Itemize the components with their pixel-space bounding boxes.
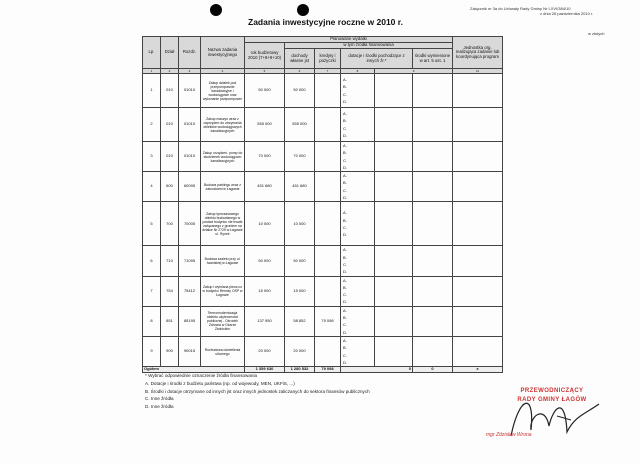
cell-jednostka bbox=[453, 276, 503, 306]
col-planowane: Planowane wydatki bbox=[245, 37, 453, 43]
cell-rozdz: 75412 bbox=[179, 276, 201, 306]
cell-source-letters bbox=[341, 306, 375, 336]
cell-srodki bbox=[413, 202, 453, 246]
source-letter: D. bbox=[343, 299, 347, 305]
source-letter: D. bbox=[343, 329, 347, 335]
source-letter: C. bbox=[343, 261, 347, 267]
cell-dotacje bbox=[375, 306, 413, 336]
cell-source-letters bbox=[341, 336, 375, 366]
stamp-line-1: PRZEWODNICZĄCY bbox=[520, 388, 584, 394]
footnote: C. Inne źródła bbox=[145, 396, 174, 402]
cell-kredyty bbox=[315, 246, 341, 276]
cell-dochody: 10 000 bbox=[285, 202, 315, 246]
table-row bbox=[143, 246, 503, 276]
cell-dochody: 58 852 bbox=[285, 306, 315, 336]
table-row bbox=[143, 276, 503, 306]
cell-lp: 7 bbox=[143, 276, 161, 306]
cell-lp: 6 bbox=[143, 246, 161, 276]
source-letter: B. bbox=[343, 345, 347, 351]
col-nazwa: Nazwa zadania inwestycyjnego bbox=[201, 37, 245, 69]
cell-rok: 50 000 bbox=[245, 74, 285, 108]
cell-kredyty bbox=[315, 108, 341, 142]
cell-dzial: 010 bbox=[161, 142, 179, 172]
column-number: 4 bbox=[201, 69, 245, 74]
cell-nazwa: Budowa szaletu przy ul. Iwaniskiej w Łagowie bbox=[201, 246, 245, 276]
total-label: Ogółem bbox=[143, 367, 245, 373]
cell-nazwa: Zakup i wymiana pieca co w budynku Remizy OSP w Łagowie bbox=[201, 276, 245, 306]
col-rozdz: Rozdz. bbox=[179, 37, 201, 69]
cell-dotacje bbox=[375, 74, 413, 108]
punch-hole bbox=[210, 4, 222, 16]
table-row bbox=[143, 202, 503, 246]
total-dochody: 1 280 532 bbox=[285, 367, 315, 373]
cell-nazwa: Zakup urządzeń- pomp do studzienek wodociągowo kanalizacyjnych bbox=[201, 142, 245, 172]
cell-source-letters bbox=[341, 202, 375, 246]
cell-lp: 9 bbox=[143, 336, 161, 366]
col-jednostka: Jednostka org. realizująca zadanie lub koordynująca program bbox=[453, 37, 503, 69]
column-number: 2 bbox=[161, 69, 179, 74]
cell-srodki bbox=[413, 276, 453, 306]
cell-rok: 555 000 bbox=[245, 108, 285, 142]
cell-kredyty bbox=[315, 142, 341, 172]
cell-nazwa: Termomodernizacja obiektu użyteczności publicznej - Ośrodek Zdrowia w Ożarze Złotnickim bbox=[201, 306, 245, 336]
cell-dochody: 70 000 bbox=[285, 142, 315, 172]
cell-jednostka bbox=[453, 142, 503, 172]
footnote: A. Dotacje i środki z budżetu państwa (np. od wojewody, MEN, UKFiS, ...) bbox=[145, 380, 295, 386]
column-number: 11 bbox=[453, 69, 503, 74]
page-title: Zadania inwestycyjne roczne w 2010 r. bbox=[248, 17, 403, 27]
cell-jednostka bbox=[453, 172, 503, 202]
annex-line-1: Załącznik nr 3a do Uchwały Rady Gminy Nr LXVI/384/10 bbox=[470, 6, 571, 11]
cell-rozdz: 60095 bbox=[179, 172, 201, 202]
total-srodki: 0 bbox=[413, 367, 453, 373]
column-number: 8 bbox=[341, 69, 375, 74]
cell-dochody: 50 000 bbox=[285, 246, 315, 276]
source-letter: B. bbox=[343, 118, 347, 124]
cell-dochody: 15 000 bbox=[285, 276, 315, 306]
cell-nazwa: Zakup tymczasowego obiektu budowlanego w postaci budynku nie trwale związanego z gruntem na działce Nr 2729 w Łagowie ul. Rynek bbox=[201, 202, 245, 246]
source-letter: A. bbox=[343, 76, 347, 82]
cell-source-letters bbox=[341, 108, 375, 142]
cell-jednostka bbox=[453, 108, 503, 142]
cell-dotacje bbox=[375, 108, 413, 142]
cell-kredyty: 79 098 bbox=[315, 306, 341, 336]
cell-nazwa: Zakup działek pod przepompownie kanalizacyjne i wodociągowe oraz wykonanie przepompowni bbox=[201, 74, 245, 108]
source-letter: A. bbox=[343, 210, 347, 216]
cell-rok: 15 000 bbox=[245, 276, 285, 306]
cell-jednostka bbox=[453, 74, 503, 108]
footnote: * Wybrać odpowiednie oznaczenie źródła finansowania bbox=[145, 373, 258, 378]
column-number: 3 bbox=[179, 69, 201, 74]
cell-rok: 137 950 bbox=[245, 306, 285, 336]
investment-table bbox=[142, 36, 503, 373]
source-letter: C. bbox=[343, 292, 347, 298]
cell-dotacje bbox=[375, 172, 413, 202]
source-letter: B. bbox=[343, 150, 347, 156]
cell-source-letters bbox=[341, 142, 375, 172]
source-letter: D. bbox=[343, 232, 347, 238]
cell-srodki bbox=[413, 246, 453, 276]
footnote: B. Środki i dotacje otrzymane od innych jst oraz innych jednostek zaliczanych do sektora finansów publicznych bbox=[145, 388, 370, 394]
cell-dotacje bbox=[375, 246, 413, 276]
cell-srodki bbox=[413, 74, 453, 108]
cell-kredyty bbox=[315, 202, 341, 246]
source-letter: D. bbox=[343, 164, 347, 170]
cell-lp: 5 bbox=[143, 202, 161, 246]
cell-srodki bbox=[413, 172, 453, 202]
cell-lp: 4 bbox=[143, 172, 161, 202]
cell-srodki bbox=[413, 306, 453, 336]
cell-nazwa: Rozbudowa oświetlenia ulicznego bbox=[201, 336, 245, 366]
source-letter: D. bbox=[343, 195, 347, 201]
table-row bbox=[143, 142, 503, 172]
column-number: 5 bbox=[245, 69, 285, 74]
source-letter: B. bbox=[343, 84, 347, 90]
cell-rozdz: 01010 bbox=[179, 142, 201, 172]
source-letter: B. bbox=[343, 315, 347, 321]
cell-source-letters bbox=[341, 74, 375, 108]
source-letter: B. bbox=[343, 217, 347, 223]
source-letter: C. bbox=[343, 224, 347, 230]
cell-dzial: 700 bbox=[161, 202, 179, 246]
column-number: 7 bbox=[315, 69, 341, 74]
annex-line-2: z dnia 26 października 2010 r. bbox=[540, 11, 594, 16]
cell-nazwa: Zakup maszyn wraz z osprzętem do utrzymania obiektów wodociągowych kanalizacyjnych bbox=[201, 108, 245, 142]
col-dotacje: dotacje i środki pochodzące z innych źr.* bbox=[341, 49, 413, 69]
col-dzial: Dział bbox=[161, 37, 179, 69]
source-letter: D. bbox=[343, 98, 347, 104]
total-dotacje: 0 bbox=[341, 367, 413, 373]
cell-dochody: 20 000 bbox=[285, 336, 315, 366]
column-number: 9 bbox=[375, 69, 453, 74]
cell-rozdz: 01010 bbox=[179, 108, 201, 142]
source-letter: A. bbox=[343, 277, 347, 283]
cell-dzial: 600 bbox=[161, 172, 179, 202]
cell-rozdz: 71095 bbox=[179, 246, 201, 276]
source-letter: D. bbox=[343, 359, 347, 365]
total-jednostka: x bbox=[453, 367, 503, 373]
source-letter: D. bbox=[343, 132, 347, 138]
cell-rok: 50 000 bbox=[245, 246, 285, 276]
council-stamp bbox=[500, 388, 604, 403]
total-rok: 1 359 630 bbox=[245, 367, 285, 373]
cell-rok: 451 680 bbox=[245, 172, 285, 202]
column-number: 1 bbox=[143, 69, 161, 74]
cell-rozdz: 70005 bbox=[179, 202, 201, 246]
cell-nazwa: Budowa parkingu wraz z zatoczkami w Łagowie bbox=[201, 172, 245, 202]
cell-source-letters bbox=[341, 172, 375, 202]
unit-label: w złotych bbox=[588, 31, 605, 36]
col-w-tym: w tym źródła finansowania bbox=[285, 43, 453, 49]
cell-dzial: 010 bbox=[161, 74, 179, 108]
table-row bbox=[143, 336, 503, 366]
cell-source-letters bbox=[341, 276, 375, 306]
cell-lp: 2 bbox=[143, 108, 161, 142]
source-letter: C. bbox=[343, 91, 347, 97]
table-row bbox=[143, 74, 503, 108]
cell-dzial: 900 bbox=[161, 336, 179, 366]
footnote: D. Inne źródła bbox=[145, 404, 174, 410]
source-letter: C. bbox=[343, 187, 347, 193]
source-letter: C. bbox=[343, 322, 347, 328]
cell-dochody: 555 000 bbox=[285, 108, 315, 142]
col-srodki: środki wymienione w art. 5 ust. 1 bbox=[413, 49, 453, 69]
source-letter: A. bbox=[343, 173, 347, 179]
cell-rok: 10 000 bbox=[245, 202, 285, 246]
source-letter: A. bbox=[343, 143, 347, 148]
source-letter: B. bbox=[343, 254, 347, 260]
cell-dzial: 710 bbox=[161, 246, 179, 276]
cell-kredyty bbox=[315, 74, 341, 108]
column-number: 6 bbox=[285, 69, 315, 74]
source-letter: C. bbox=[343, 157, 347, 163]
source-letter: C. bbox=[343, 352, 347, 358]
cell-srodki bbox=[413, 108, 453, 142]
col-lp: Lp. bbox=[143, 37, 161, 69]
source-letter: B. bbox=[343, 180, 347, 186]
cell-rozdz: 90015 bbox=[179, 336, 201, 366]
source-letter: B. bbox=[343, 284, 347, 290]
cell-srodki bbox=[413, 142, 453, 172]
cell-dotacje bbox=[375, 142, 413, 172]
cell-rozdz: 01010 bbox=[179, 74, 201, 108]
stamp-line-2: RADY GMINY ŁAGÓW bbox=[517, 397, 587, 403]
cell-dzial: 754 bbox=[161, 276, 179, 306]
cell-rok: 70 000 bbox=[245, 142, 285, 172]
cell-lp: 3 bbox=[143, 142, 161, 172]
cell-srodki bbox=[413, 336, 453, 366]
cell-dochody: 451 680 bbox=[285, 172, 315, 202]
source-letter: A. bbox=[343, 337, 347, 343]
cell-dzial: 010 bbox=[161, 108, 179, 142]
table-row bbox=[143, 306, 503, 336]
cell-dotacje bbox=[375, 336, 413, 366]
source-letter: A. bbox=[343, 247, 347, 253]
cell-jednostka bbox=[453, 246, 503, 276]
cell-source-letters bbox=[341, 246, 375, 276]
source-letter: A. bbox=[343, 307, 347, 313]
cell-jednostka bbox=[453, 202, 503, 246]
source-letter: C. bbox=[343, 125, 347, 131]
cell-rok: 20 000 bbox=[245, 336, 285, 366]
source-letter: A. bbox=[343, 110, 347, 116]
col-kredyty: kredyty i pożyczki bbox=[315, 49, 341, 69]
cell-kredyty bbox=[315, 172, 341, 202]
table-row bbox=[143, 172, 503, 202]
footnotes bbox=[145, 372, 370, 411]
source-letter: D. bbox=[343, 269, 347, 275]
cell-dotacje bbox=[375, 276, 413, 306]
total-kredyty: 79 098 bbox=[315, 367, 341, 373]
cell-dotacje bbox=[375, 202, 413, 246]
cell-kredyty bbox=[315, 276, 341, 306]
cell-kredyty bbox=[315, 336, 341, 366]
col-rok: rok budżetowy 2010 (7+8+9+10) bbox=[245, 43, 285, 69]
punch-hole bbox=[297, 4, 309, 16]
annex-reference bbox=[470, 6, 593, 16]
cell-dochody: 50 000 bbox=[285, 74, 315, 108]
cell-rozdz: 85195 bbox=[179, 306, 201, 336]
table-row bbox=[143, 108, 503, 142]
col-dochody: dochody własne jst bbox=[285, 49, 315, 69]
stamp-signatory: mgr Zdzisław Wrona bbox=[486, 432, 532, 438]
cell-lp: 8 bbox=[143, 306, 161, 336]
cell-jednostka bbox=[453, 306, 503, 336]
cell-dzial: 851 bbox=[161, 306, 179, 336]
cell-lp: 1 bbox=[143, 74, 161, 108]
cell-jednostka bbox=[453, 336, 503, 366]
